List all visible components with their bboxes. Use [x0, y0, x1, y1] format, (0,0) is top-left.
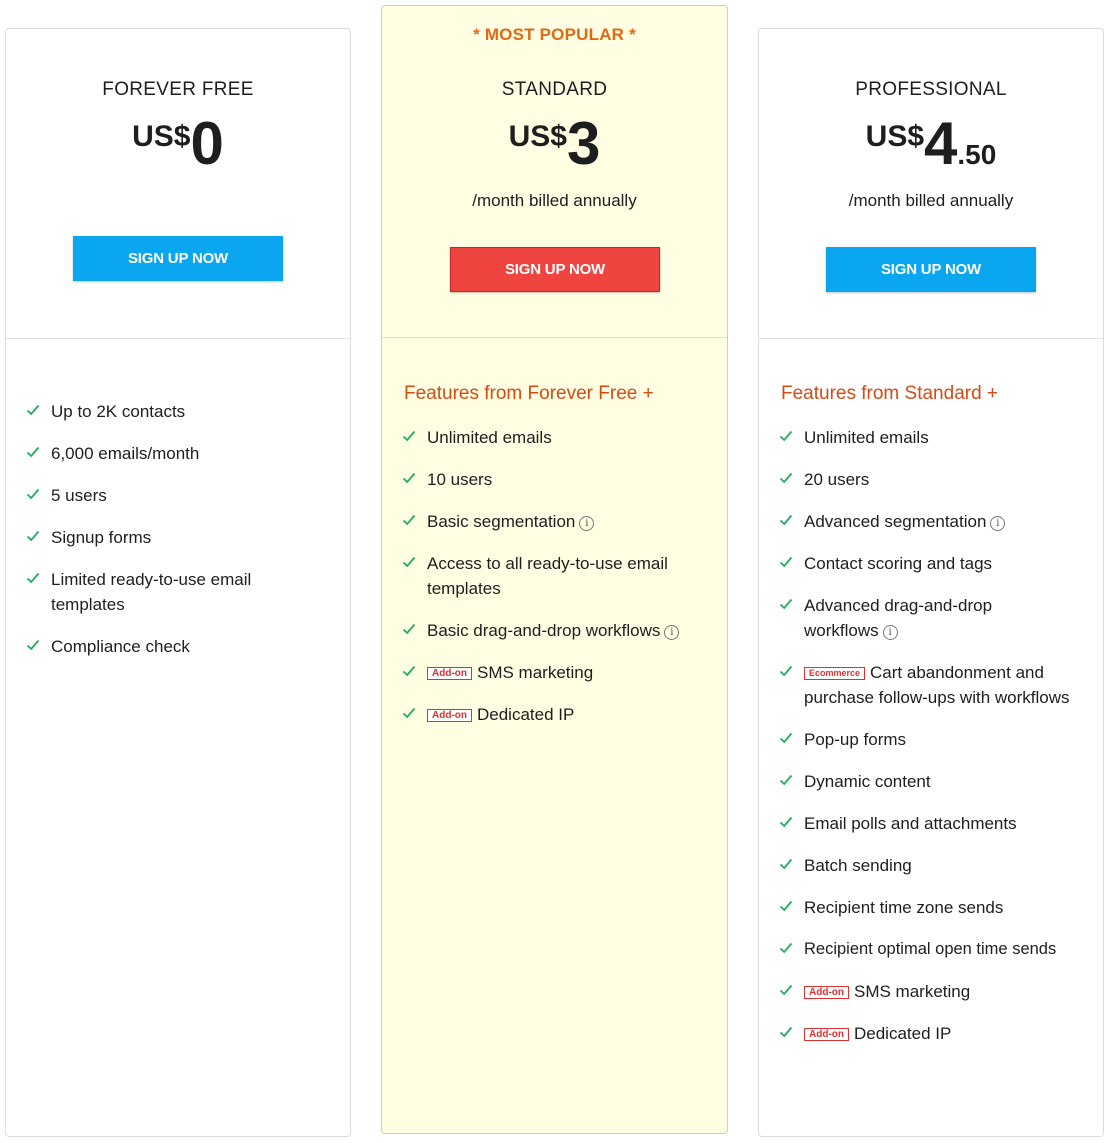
feature-label: Dedicated IP [477, 705, 575, 724]
check-icon [402, 555, 416, 569]
check-icon [779, 731, 793, 745]
billing-note: /month billed annually [472, 191, 637, 210]
list-item [779, 895, 1093, 920]
list-item [402, 467, 717, 492]
list-item [402, 509, 717, 534]
feature-label: Up to 2K contacts [51, 402, 186, 421]
check-icon [402, 471, 416, 485]
check-icon [779, 1025, 793, 1039]
check-icon [402, 664, 416, 678]
info-icon[interactable]: i [579, 516, 594, 531]
feature-label: Unlimited emails [427, 428, 552, 447]
feature-label: Compliance check [51, 637, 190, 656]
list-item [402, 551, 697, 601]
check-icon [779, 513, 793, 527]
price-currency: US$ [865, 120, 925, 153]
list-item [26, 483, 340, 508]
list-item [779, 551, 1093, 576]
list-item [779, 593, 1034, 643]
check-icon [26, 487, 40, 501]
check-icon [779, 471, 793, 485]
check-icon [26, 403, 40, 417]
divider [6, 338, 350, 339]
feature-list [402, 425, 717, 744]
check-icon [402, 622, 416, 636]
check-icon [402, 706, 416, 720]
check-icon [402, 513, 416, 527]
sign-up-button-professional[interactable]: SIGN UP NOW [826, 247, 1036, 292]
plan-name: FOREVER FREE [102, 79, 254, 100]
check-icon [779, 899, 793, 913]
check-icon [26, 445, 40, 459]
plan-card-standard [381, 5, 728, 1134]
addon-tag: Add-on [427, 667, 472, 680]
info-icon[interactable]: i [883, 625, 898, 640]
feature-label: Basic drag-and-drop workflows [427, 621, 661, 640]
feature-label: Signup forms [51, 528, 152, 547]
addon-tag: Add-on [804, 1028, 849, 1041]
list-item [402, 618, 717, 643]
check-icon [779, 983, 793, 997]
plan-price [382, 110, 727, 177]
plan-name: STANDARD [501, 79, 608, 100]
check-icon [779, 664, 793, 678]
list-item [402, 702, 717, 727]
check-icon [779, 429, 793, 443]
list-item [779, 660, 1089, 710]
list-item [779, 509, 1093, 534]
feature-list [779, 425, 1093, 1063]
feature-label: Advanced segmentation [804, 512, 987, 531]
price-amount: 3 [566, 110, 601, 177]
check-icon [402, 429, 416, 443]
check-icon [779, 597, 793, 611]
feature-label: Cart abandonment and purchase follow-ups with workflows [804, 663, 1070, 707]
feature-label: Batch sending [804, 856, 912, 875]
price-amount: 4 [924, 110, 958, 177]
list-item [26, 399, 340, 424]
sign-up-button-free[interactable]: SIGN UP NOW [73, 236, 283, 281]
sign-up-button-standard[interactable]: SIGN UP NOW [450, 247, 660, 292]
feature-label: Recipient optimal open time sends [804, 940, 1057, 958]
list-item [779, 769, 1093, 794]
list-item [779, 467, 1093, 492]
feature-label: Dedicated IP [854, 1024, 952, 1043]
plan-name: PROFESSIONAL [855, 79, 1007, 100]
list-item [779, 937, 1093, 962]
check-icon [779, 773, 793, 787]
list-item [779, 979, 1093, 1004]
check-icon [779, 815, 793, 829]
list-item [779, 727, 1093, 752]
feature-label: 5 users [51, 486, 107, 505]
list-item [779, 811, 1093, 836]
features-heading: Features from Standard + [781, 383, 999, 404]
check-icon [26, 529, 40, 543]
divider [382, 337, 727, 338]
feature-label: Advanced drag-and-drop workflows [804, 596, 993, 640]
plan-price [6, 110, 350, 177]
info-icon[interactable]: i [664, 625, 679, 640]
feature-label: Recipient time zone sends [804, 898, 1004, 917]
list-item [402, 660, 717, 685]
billing-note: /month billed annually [848, 191, 1014, 210]
most-popular-badge: * MOST POPULAR * [473, 25, 636, 44]
check-icon [779, 555, 793, 569]
feature-label: 20 users [804, 470, 870, 489]
price-amount: 0 [190, 110, 224, 177]
addon-tag: Add-on [804, 986, 849, 999]
feature-label: Basic segmentation [427, 512, 576, 531]
features-heading: Features from Forever Free + [404, 383, 654, 404]
list-item [26, 441, 340, 466]
feature-label: Limited ready-to-use email templates [51, 570, 252, 614]
feature-label: Access to all ready-to-use email templates [427, 554, 668, 598]
price-currency: US$ [508, 120, 567, 153]
plan-card-forever-free [5, 28, 351, 1137]
price-cents: .50 [957, 139, 997, 170]
feature-label: Contact scoring and tags [804, 554, 993, 573]
plan-card-professional [758, 28, 1104, 1137]
list-item [779, 425, 1093, 450]
feature-label: Pop-up forms [804, 730, 907, 749]
feature-label: 6,000 emails/month [51, 444, 200, 463]
check-icon [779, 857, 793, 871]
info-icon[interactable]: i [990, 516, 1005, 531]
feature-label: 10 users [427, 470, 493, 489]
list-item [26, 567, 281, 617]
list-item [779, 853, 1093, 878]
check-icon [779, 941, 793, 955]
ecommerce-tag: Ecommerce [804, 667, 865, 680]
addon-tag: Add-on [427, 709, 472, 722]
feature-label: SMS marketing [854, 982, 971, 1001]
feature-label: Email polls and attachments [804, 814, 1017, 833]
list-item [26, 525, 340, 550]
list-item [26, 634, 340, 659]
feature-label: Unlimited emails [804, 428, 929, 447]
check-icon [26, 571, 40, 585]
feature-label: SMS marketing [477, 663, 594, 682]
list-item [402, 425, 717, 450]
divider [759, 338, 1103, 339]
check-icon [26, 638, 40, 652]
plan-price [759, 110, 1103, 177]
list-item [779, 1021, 1093, 1046]
feature-label: Dynamic content [804, 772, 931, 791]
feature-list [26, 399, 340, 676]
price-currency: US$ [132, 120, 191, 153]
